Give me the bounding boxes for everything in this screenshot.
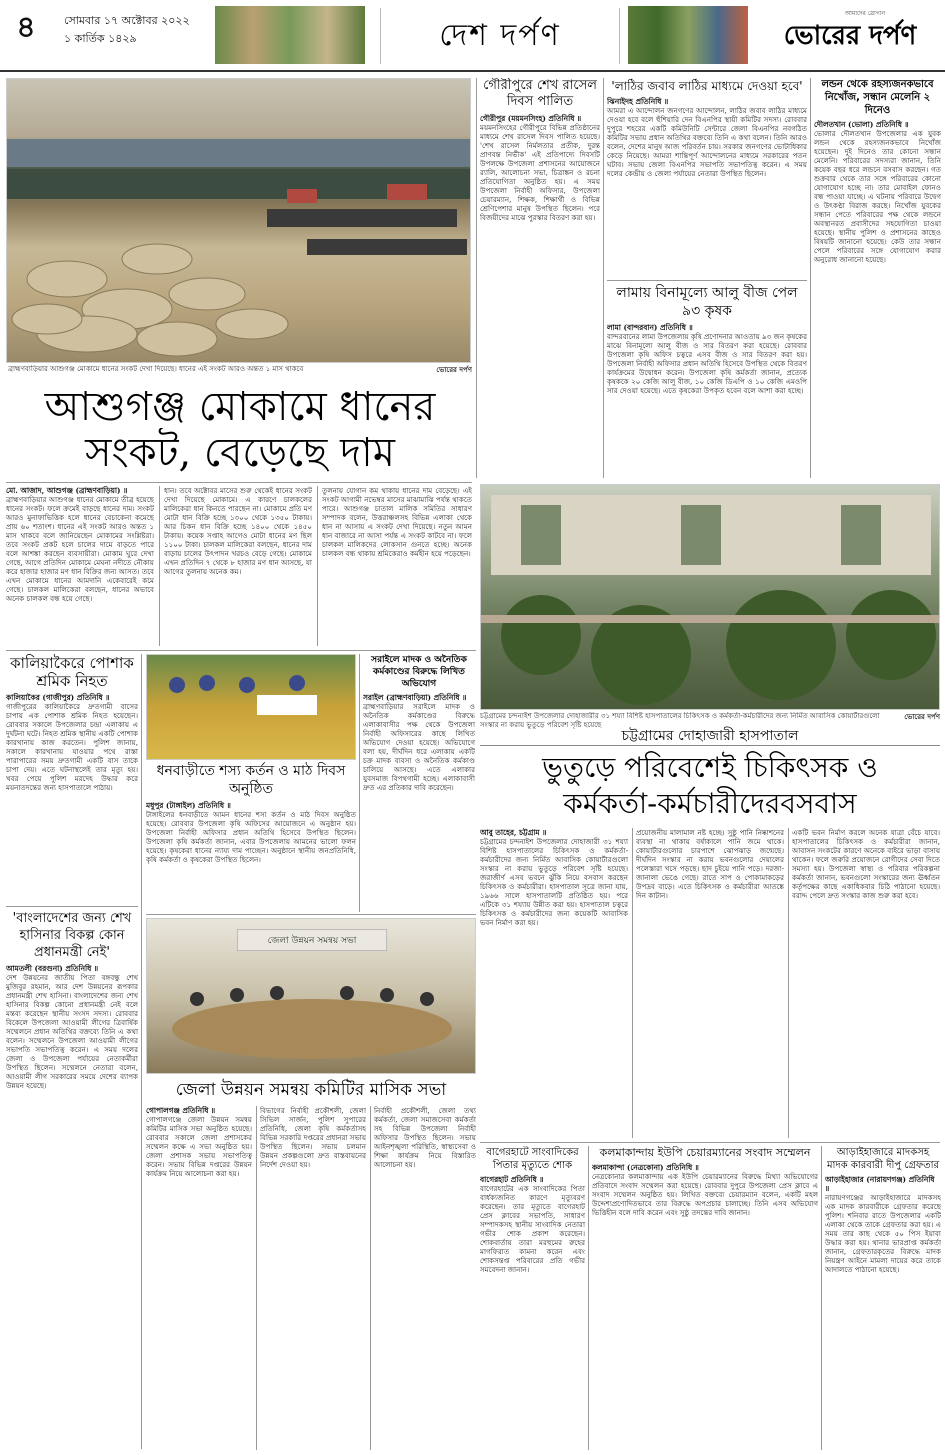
committee-body-col3: নির্বাহী প্রকৌশলী, জেলা তথ্য কর্মকর্তা, জেলা সমাজসেবা কর্মকর্তা সহ বিভিন্ন উপজেলা নির্বাহী অফিসার উপস্থিত ছিলেন। সভায় আইনশৃঙ্খলা পরিস্থিতি, স্বাস্থ্যসেবা ও শিক্ষা কার্যক্রম নিয়ে বিস্তারিত আলোচনা হয়। [374, 1106, 476, 1169]
story-london [814, 78, 941, 478]
committee-rule-1 [256, 1106, 257, 1450]
araihazar-byline: আড়াইহাজার (নারায়ণগঞ্জ) প্রতিনিধি ॥ [825, 1175, 935, 1193]
hospital-photo-caption: চট্টগ্রামের চন্দনাইশ উপজেলার দোহাজারীর ৩১ শয্যা বিশিষ্ট হাসপাতালের চিকিৎসক ও কর্মকর্তা-কর্মচারীদের জন্য নির্মিত আবাসিক কোয়ার্টারগুলো সংস্কার না করায় ভুতুড়ে পরিবেশ সৃষ্টি হয়েছে [480, 712, 880, 729]
lead-byline: মো. আজাদ, আশুগঞ্জ (ব্রাহ্মণবাড়িয়া) ॥ [6, 486, 128, 495]
dhanbari-photo [146, 654, 356, 760]
story-kaliakoir [6, 654, 138, 904]
rule-col-b [810, 78, 811, 478]
lead-col-rule-2 [317, 486, 318, 646]
story-saraile [363, 654, 475, 912]
hospital-headline-line2: কর্মকর্তা-কর্মচারীদেরবসবাস [563, 787, 857, 820]
hospital-photo-credit: ভোরের দর্পণ [904, 712, 940, 721]
london-headline: লন্ডন থেকে রহস্যজনকভাবে নিখোঁজ, সন্ধান মেলেনি ২ দিনেও [821, 79, 934, 116]
story-gouripur [480, 78, 600, 478]
masthead [0, 0, 945, 72]
sheikh-hasina-headline: 'বাংলাদেশের জন্য শেখ হাসিনার বিকল্প কোন প্রধানমন্ত্রী নেই' [12, 911, 132, 960]
rule-col-a [476, 78, 477, 478]
sheikh-hasina-byline: আমতলী (বরগুনা) প্রতিনিধি ॥ [6, 964, 99, 973]
lama-body: বান্দরবানের লামা উপজেলায় কৃষি প্রণোদনার আওতায় ৯৩ জন কৃষকের মাঝে বিনামূল্যে আলু বীজ ও সার বিতরণ করা হয়েছে। রোববার উপজেলা কৃষি অফিস চত্বরে এসব বীজ ও সার বিতরণ করা হয়। উপজেলা নির্বাহী অফিসার প্রধান অতিথি হিসেবে উপস্থিত থেকে বিতরণ কার্যক্রমের উদ্বোধন করেন। উপজেলা কৃষি কর্মকর্তা জানান, প্রত্যেক কৃষককে ২০ কেজি আলু বীজ, ১০ কেজি ডিএপি ও ১০ কেজি এমওপি সার দেওয়া হয়েছে। এতে কৃষকেরা উপকৃত হবেন বলে আশা করা হচ্ছে। [607, 332, 807, 395]
hospital-photo-art [481, 485, 940, 710]
dhanbari-headline: ধনবাড়ীতে শস্য কর্তন ও মাঠ দিবস অনুষ্ঠিত [156, 763, 346, 797]
paper-tag: আমাদের স্লোগান [844, 10, 886, 17]
lead-headline-line1: আশুগঞ্জ মোকামে ধানের [44, 384, 436, 430]
rule-lower [6, 650, 476, 651]
hospital-col1 [480, 828, 628, 1138]
masthead-photo-strip-right [628, 6, 748, 64]
araihazar-headline: আড়াইহাজারে মাদকসহ মাদক কারবারী দীপু গ্রেফতার [826, 1147, 940, 1171]
hospital-rule-1 [632, 828, 633, 1138]
bagerhat-body: বাগেরহাটের এক সাংবাদিকের পিতা বার্ধক্যজনিত কারণে মৃত্যুবরণ করেছেন। তার মৃত্যুতে বাগেরহাট প্রেস ক্লাবের সভাপতি, সাধারণ সম্পাদকসহ স্থানীয় সাংবাদিক নেতারা গভীর শোক প্রকাশ করেছেন। শোকবার্তায় তারা মরহুমের রুহের মাগফিরাত কামনা করেন এবং শোকসন্তপ্ত পরিবারের প্রতি গভীর সমবেদনা জানান। [480, 1184, 585, 1274]
section-title: দেশ দর্পণ [439, 18, 561, 53]
dhanbari-body: টাঙ্গাইলের ধনবাড়ীতে আমন ধানের শস্য কর্তন ও মাঠ দিবস অনুষ্ঠিত হয়েছে। রোববার উপজেলা কৃষি অফিসের আয়োজনে এ অনুষ্ঠান হয়। উপজেলা নির্বাহী অফিসার প্রধান অতিথি হিসেবে উপস্থিত ছিলেন। উপজেলা কৃষি কর্মকর্তা জানান, এবার উপজেলায় আমনের ভালো ফলন হয়েছে। কৃষকেরা ধানের ন্যায্য দাম পাচ্ছেন। অনুষ্ঠানে স্থানীয় জনপ্রতিনিধি, কৃষি কর্মকর্তা ও কৃষকেরা উপস্থিত ছিলেন। [146, 810, 356, 864]
lead-col-rule-1 [159, 486, 160, 646]
hospital-body-col1: চট্টগ্রামের চন্দনাইশ উপজেলার দোহাজারী ৩১ শয্যা বিশিষ্ট হাসপাতালের চিকিৎসক ও কর্মকর্তা-কর্মচারীদের জন্য নির্মিত আবাসিক কোয়ার্টারগুলো সংস্কার না করায় ভুতুড়ে পরিবেশ সৃষ্টি হয়েছে। জরাজীর্ণ এসব ভবনে ঝুঁকি নিয়ে বসবাস করছেন চিকিৎসক ও কর্মচারীরা। হাসপাতাল সূত্রে জানা যায়, ১৯৬৬ সালে হাসপাতালটি প্রতিষ্ঠিত হয়। পরে এটিকে ৩১ শয্যায় উন্নীত করা হয়। হাসপাতাল চত্বরে চিকিৎসক ও কর্মচারীদের জন্য কয়েকটি আবাসিক ভবন নির্মাণ করা হয়। [480, 837, 628, 927]
lead-body-col1: ব্রাহ্মণবাড়িয়ার আশুগঞ্জ ধানের মোকামে তীব্র হয়েছে ধানের সংকট। ফলে ক্রমেই বাড়ছে ধানের দাম। সংকট আরও মুনাফাভিত্তিক হলে ধানের বেচাকেনা কমেছে প্রায় ৬০ শতাংশ। ধানের এই সংকট আরও অন্তত ১ মাস থাকবে বলে জানিয়েছেন মোকামের সংশ্লিষ্টরা। তবে সংকট প্রকট হলে চালের দামে বাড়তে পারে বলে আশঙ্কা করছেন ব্যবসায়ীরা। মোকাম ঘুরে দেখা গেছে, আগে প্রতিদিন মোকামে মেঘনা নদীতে নৌকায় করে হাজার হাজার মণ ধান বিক্রির জন্য আসত। তবে এখন মোকামে ধানের আমদানি একেবারেই কমে গেছে। চালকল মালিকেরা বলছেন, ধানের অভাবে অনেক চালকল বন্ধ হয়ে গেছে। [6, 495, 154, 603]
committee-body-col1: গোপালগঞ্জে জেলা উন্নয়ন সমন্বয় কমিটির মাসিক সভা অনুষ্ঠিত হয়েছে। রোববার সকালে জেলা প্রশাসকের সম্মেলন কক্ষে এ সভা অনুষ্ঠিত হয়। জেলা প্রশাসক সভায় সভাপতিত্ব করেন। সভায় বিভিন্ন দপ্তরের উন্নয়ন কার্যক্রম নিয়ে আলোচনা করা হয়। [146, 1115, 252, 1178]
committee-photo-banner-text: জেলা উন্নয়ন সমন্বয় সভা [267, 936, 357, 946]
hospital-photo [480, 484, 940, 710]
lathi-byline: ঝিনাইদহ প্রতিনিধি ॥ [607, 97, 669, 106]
london-body: ভোলার দৌলতখান উপজেলার এক যুবক লন্ডন থেকে রহস্যজনকভাবে নিখোঁজ হয়েছেন। দুই দিনেও তার কোনো সন্ধান মেলেনি। পরিবারের সদস্যরা জানান, তিনি কয়েক বছর ধরে লন্ডনে বসবাস করছেন। গত শুক্রবার থেকে তার সঙ্গে পরিবারের কোনো যোগাযোগ হচ্ছে না। তার মোবাইল ফোনও বন্ধ পাওয়া যাচ্ছে। এ ঘটনায় পরিবারে উদ্বেগ ও উৎকণ্ঠা বিরাজ করছে। নিখোঁজ যুবকের সন্ধান পেতে পরিবারের পক্ষ থেকে লন্ডনে অবস্থানরত প্রবাসীদের সহযোগিতা চাওয়া হয়েছে। স্থানীয় পুলিশ ও প্রশাসনের কাছেও বিষয়টি জানানো হয়েছে। কেউ তার সন্ধান পেলে পরিবারের সঙ্গে যোগাযোগ করার অনুরোধ জানানো হয়েছে। [814, 129, 941, 264]
kaliakoir-body: গাজীপুরের কালিয়াকৈরে দ্রুতগামী বাসের চাপায় এক পোশাক শ্রমিক নিহত হয়েছেন। রোববার সকালে উপজেলার চন্দ্রা এলাকায় এ দুর্ঘটনা ঘটে। নিহত শ্রমিক স্থানীয় একটি পোশাক কারখানায় কাজ করতেন। পুলিশ জানায়, সকালে কারখানায় যাওয়ার পথে রাস্তা পারাপারের সময় দ্রুতগামী একটি বাস তাকে চাপা দেয়। এতে ঘটনাস্থলেই তার মৃত্যু হয়। খবর পেয়ে পুলিশ মরদেহ উদ্ধার করে ময়নাতদন্তের জন্য হাসপাতালে পাঠায়। [6, 702, 138, 792]
gouripur-headline: গৌরীপুরে শেখ রাসেল দিবস পালিত [483, 78, 597, 109]
rule-dhanbari [359, 654, 360, 912]
date-line-1: সোমবার ১৭ অক্টোবর ২০২২ [64, 14, 190, 27]
masthead-photo-strip-left [215, 6, 365, 64]
lead-col1 [6, 486, 154, 646]
gouripur-byline: গৌরীপুর (ময়মনসিংহ) প্রতিনিধি ॥ [480, 114, 582, 123]
story-lama [607, 284, 807, 478]
rule-lathi [607, 280, 807, 281]
hospital-kicker: চট্টগ্রামের দোহাজারী হাসপাতাল [621, 728, 799, 744]
committee-body [146, 1106, 476, 1450]
committee-col1 [146, 1106, 252, 1450]
story-dhanbari [146, 762, 356, 912]
lama-byline: লামা (বান্দরবান) প্রতিনিধি ॥ [607, 323, 693, 332]
hospital-body-col2: প্রয়োজনীয় মালামাল নষ্ট হচ্ছে। সুষ্ঠু পানি নিষ্কাশনের ব্যবস্থা না থাকায় বর্ষাকালে পানি জমে থাকে। কোয়ার্টারগুলোর চারপাশে ঝোপঝাড় জন্মেছে। দীর্ঘদিন সংস্কার না করায় ভবনগুলোর দেয়ালের পলেস্তারা খসে পড়ছে। ছাদ চুইয়ে পানি পড়ে। দরজা-জানালা ভেঙে গেছে। রাতে সাপ ও পোকামাকড়ের উপদ্রব বাড়ে। এতে চিকিৎসক ও কর্মচারীরা আতঙ্কে দিন কাটান। [636, 828, 784, 900]
dhanbari-byline: মধুপুর (টাঙ্গাইল) প্রতিনিধি ॥ [146, 801, 231, 810]
story-bagerhat [480, 1146, 585, 1450]
hospital-headline-line1: ভুতুড়ে পরিবেশেই চিকিৎসক ও [542, 751, 878, 784]
london-byline: দৌলতখান (ভোলা) প্রতিনিধি ॥ [814, 120, 909, 129]
hospital-kicker-box [480, 726, 940, 746]
lead-rule [6, 482, 472, 483]
committee-rule-2 [370, 1106, 371, 1450]
lead-photo-caption: ব্রাহ্মণবাড়িয়ার আশুগঞ্জ মোকামে ধানের সংকট দেখা দিয়েছে। ধানের এই সংকট আরও অন্তত ১ মাস থাকবে [8, 365, 304, 373]
committee-photo-banner [237, 929, 387, 951]
paper-name: ভোরের দর্পণ [783, 21, 917, 51]
rule-committee [146, 914, 476, 915]
lama-headline: লামায় বিনামূল্যে আলু বীজ পেল ৯৩ কৃষক [616, 285, 798, 319]
dhanbari-photo-art [147, 655, 356, 760]
story-araihazar [825, 1146, 941, 1450]
date-line-2: ১ কার্তিক ১৪২৯ [64, 32, 137, 45]
lead-photo-art [7, 79, 471, 363]
committee-photo [146, 918, 476, 1074]
story-sheikh-hasina [6, 910, 138, 1450]
hospital-body [480, 828, 940, 1138]
section-title-box [380, 8, 620, 64]
kaliakoir-byline: কালিয়াকৈর (গাজীপুর) প্রতিনিধি ॥ [6, 693, 110, 702]
lead-photo [6, 78, 471, 363]
committee-body-col2: বিভাগের নির্বাহী প্রকৌশলী, জেলা সিভিল সার্জন, পুলিশ সুপারের প্রতিনিধি, জেলা কৃষি কর্মকর্তাসহ বিভিন্ন সরকারি দপ্তরের প্রধানরা সভায় উপস্থিত ছিলেন। সভায় চলমান উন্নয়ন প্রকল্পগুলো দ্রুত বাস্তবায়নের নির্দেশ দেওয়া হয়। [260, 1106, 366, 1169]
sheikh-hasina-body: দেশ উন্নয়নের জাতীয় পিতা বঙ্গবন্ধু শেখ মুজিবুর রহমান, আর দেশ উন্নয়নের রূপকার প্রধানমন্ত্রী শেখ হাসিনা। বাংলাদেশের জন্য শেখ হাসিনার বিকল্প কোনো প্রধানমন্ত্রী নেই বলে মন্তব্য করেছেন স্থানীয় সংসদ সদস্য। রোববার বিকেলে উপজেলা আওয়ামী লীগের ত্রিবার্ষিক সম্মেলনে প্রধান অতিথির বক্তব্যে তিনি এ কথা বলেন। সম্মেলনে উপজেলা আওয়ামী লীগের সভাপতি সভাপতিত্ব করেন। এ সময় দলের জেলা ও উপজেলা পর্যায়ের নেতাকর্মীরা উপস্থিত ছিলেন। সম্মেলনে নেতারা বলেন, আওয়ামী লীগ সরকারের সময়ে দেশের ব্যাপক উন্নয়ন হয়েছে। [6, 973, 138, 1090]
araihazar-body: নারায়ণগঞ্জের আড়াইহাজারে মাদকসহ এক মাদক কারবারীকে গ্রেফতার করেছে পুলিশ। শনিবার রাতে উপজেলার একটি এলাকা থেকে তাকে গ্রেফতার করা হয়। এ সময় তার কাছ থেকে ৫০ পিস ইয়াবা উদ্ধার করা হয়। থানার ভারপ্রাপ্ত কর্মকর্তা জানান, গ্রেফতারকৃতের বিরুদ্ধে মাদক নিয়ন্ত্রণ আইনে মামলা দায়ের করে তাকে আদালতে পাঠানো হয়েছে। [825, 1193, 941, 1274]
kalmakanda-headline: কলমাকান্দায় ইউপি চেয়ারম্যানের সংবাদ সম্মেলন [599, 1146, 811, 1159]
rule-left-col [141, 654, 142, 1449]
lathi-body: আমরা এ আন্দোলন জনগণের আন্দোলন, লাঠির জবাব লাঠির মাধ্যমে দেওয়া হবে বলে হুঁশিয়ারি দেন বিএনপির স্থায়ী কমিটির সদস্য। রোববার দুপুরে শহরের একটি কমিউনিটি সেন্টারে জেলা বিএনপির নবগঠিত কমিটির সভায় প্রধান অতিথির বক্তব্যে তিনি এ কথা বলেন। তিনি আরও বলেন, দেশের মানুষ আজ পরিবর্তন চায়। সরকার জনগণের ভোটাধিকার কেড়ে নিয়েছে। আমরা শান্তিপূর্ণ আন্দোলনের মাধ্যমে সরকারের পতন ঘটাব। সভায় জেলা বিএনপির সভাপতি সভাপতিত্ব করেন। এ সময় দলের কেন্দ্রীয় ও জেলা পর্যায়ের নেতারা উপস্থিত ছিলেন। [607, 106, 807, 178]
bagerhat-headline: বাগেরহাটে সাংবাদিকের পিতার মৃত্যুতে শোক [486, 1147, 579, 1171]
lead-headline-line2: সংকট, বেড়েছে দাম [85, 430, 395, 476]
committee-byline: গোপালগঞ্জ প্রতিনিধি ॥ [146, 1106, 216, 1115]
saraile-body: ব্রাহ্মণবাড়িয়ার সরাইলে মাদক ও অনৈতিক কর্মকাণ্ডের বিরুদ্ধে এলাকাবাসীর পক্ষ থেকে উপজেলা নির্বাহী অফিসারের কাছে লিখিত অভিযোগ দেওয়া হয়েছে। অভিযোগে বলা হয়, দীর্ঘদিন ধরে এলাকায় একটি চক্র মাদক ব্যবসা ও অনৈতিক কর্মকাণ্ড চালিয়ে আসছে। এতে এলাকার যুবসমাজ বিপথগামী হচ্ছে। এলাকাবাসী দ্রুত এর প্রতিকার দাবি করেছেন। [363, 702, 475, 792]
rule-bagerhat [588, 1146, 589, 1450]
committee-headline: জেলা উন্নয়ন সমন্বয় কমিটির মাসিক সভা [175, 1080, 447, 1100]
lead-body-col3: তুলনায় যোগান কম থাকায় ধানের দাম বেড়েছে। এই সংকট আগামী নভেম্বর মাসের মাঝামাঝি পর্যন্ত থাকতে পারে। আশুগঞ্জ চাতাল মালিক সমিতির সাধারণ সম্পাদক বলেন, উত্তরাঞ্চলসহ বিভিন্ন এলাকা থেকে ধান না আসায় এ সংকট দেখা দিয়েছে। নতুন আমন ধান বাজারে না আসা পর্যন্ত এ সংকট কাটবে না। ফলে চালকল মালিকদের লোকসান গুনতে হচ্ছে। অনেক চালকল বন্ধ থাকায় শ্রমিকেরাও কর্মহীন হয়ে পড়েছেন। [322, 486, 472, 558]
rule-kalmakanda [821, 1146, 822, 1450]
bagerhat-byline: বাগেরহাট প্রতিনিধি ॥ [480, 1175, 544, 1184]
page-number: ৪ [16, 10, 36, 45]
rule-kaliakoir [6, 906, 138, 907]
hospital-body-col3: একটি ভবন নির্মাণ করলে অনেক যাত্রা বেঁচে যাবে। হাসপাতালের চিকিৎসক ও কর্মচারীরা জানান, আবাসন সংকটের কারণে অনেকে বাইরে ভাড়া বাসায় থাকেন। ফলে জরুরি প্রয়োজনে রোগীদের সেবা দিতে সমস্যা হয়। উপজেলা স্বাস্থ্য ও পরিবার পরিকল্পনা কর্মকর্তা জানান, ভবনগুলো সংস্কারের জন্য ঊর্ধ্বতন কর্তৃপক্ষের কাছে একাধিকবার চিঠি পাঠানো হয়েছে। বরাদ্দ পেলে দ্রুত সংস্কার কাজ শুরু করা হবে। [792, 828, 940, 900]
hospital-byline: আবু তাহের, চট্টগ্রাম ॥ [480, 828, 547, 837]
saraile-headline: সরাইলে মাদক ও অনৈতিক কর্মকাণ্ডের বিরুদ্ধে লিখিত অভিযোগ [371, 655, 467, 689]
lead-body [6, 486, 472, 646]
lead-body-col2: ধান। তবে অক্টোবর মাসের শুরু থেকেই ধানের সংকট দেখা দিয়েছে মোকামে। এ কারণে চালকলের মালিকেরা ধান কিনতে পারছেন না। মোকামে প্রতি মণ মোটা ধান বিক্রি হচ্ছে ১৩০০ থেকে ১৩৫০ টাকায়। আর চিকন ধান বিক্রি হচ্ছে ১৪০০ থেকে ১৪৫০ টাকায়। কয়েক সপ্তাহ আগেও মোটা ধানের মণ ছিল ১১০০ টাকা। চালকল মালিকেরা বলছেন, ধানের দাম বাড়ায় চালের উৎপাদন খরচও বেড়ে গেছে। মোকামে এখন প্রতিদিন ৭ থেকে ৮ হাজার মণ ধান আসছে, যা আগের তুলনায় অনেক কম। [164, 486, 312, 576]
hospital-rule-2 [788, 828, 789, 1138]
rule-gouripur [603, 78, 604, 478]
gouripur-body: ময়মনসিংহের গৌরীপুরে বিভিন্ন প্রতিষ্ঠানের মাধ্যমে শেখ রাসেল দিবস পালিত হয়েছে। 'শেখ রাসেল নির্মলতার প্রতীক, দুরন্ত প্রাণবন্ত নির্ভীক' এই প্রতিপাদ্যে দিবসটি উপলক্ষে উপজেলা প্রশাসনের আয়োজনে র‍্যালি, আলোচনা সভা, চিত্রাঙ্কন ও রচনা প্রতিযোগিতা অনুষ্ঠিত হয়। এ সময় উপজেলা নির্বাহী অফিসার, উপজেলা চেয়ারম্যান, শিক্ষক, শিক্ষার্থী ও বিভিন্ন শ্রেণিপেশার মানুষ উপস্থিত ছিলেন। পরে বিজয়ীদের মাঝে পুরস্কার বিতরণ করা হয়। [480, 123, 600, 222]
story-lathi [607, 78, 807, 278]
saraile-byline: সরাইল (ব্রাহ্মণবাড়িয়া) প্রতিনিধি ॥ [363, 693, 467, 702]
story-kalmakanda [592, 1146, 818, 1450]
rule-bottom-right [480, 1142, 940, 1143]
kalmakanda-body: নেত্রকোনার কলমাকান্দায় এক ইউপি চেয়ারম্যানের বিরুদ্ধে মিথ্যা অভিযোগের প্রতিবাদে সংবাদ সম্মেলন করা হয়েছে। রোববার দুপুরে উপজেলা প্রেস ক্লাবে এ সংবাদ সম্মেলন অনুষ্ঠিত হয়। লিখিত বক্তব্যে চেয়ারম্যান বলেন, একটি মহল উদ্দেশ্যপ্রণোদিতভাবে তার বিরুদ্ধে অপপ্রচার চালাচ্ছে। তিনি এসব অভিযোগ ভিত্তিহীন বলে দাবি করেন এবং সুষ্ঠু তদন্তের দাবি জানান। [592, 1172, 818, 1217]
kaliakoir-headline: কালিয়াকৈরে পোশাক শ্রমিক নিহত [10, 654, 134, 690]
lead-photo-credit: ভোরের দর্পণ [436, 365, 472, 374]
lathi-headline: 'লাঠির জবাব লাঠির মাধ্যমে দেওয়া হবে' [611, 79, 803, 93]
kalmakanda-byline: কলমাকান্দা (নেত্রকোনা) প্রতিনিধি ॥ [592, 1163, 699, 1172]
